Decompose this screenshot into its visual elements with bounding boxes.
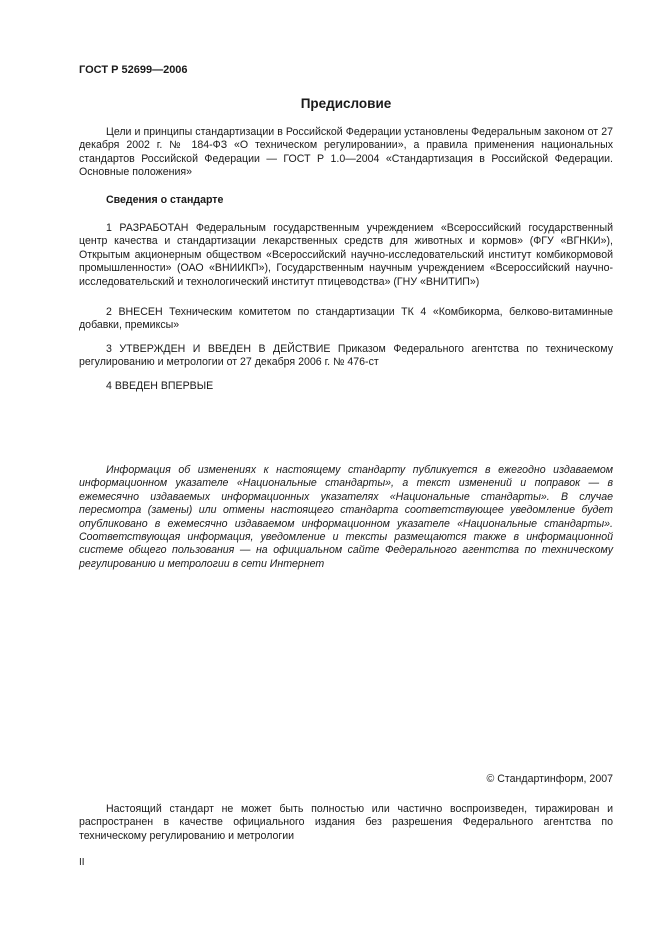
notice-section bbox=[79, 464, 613, 571]
intro-section bbox=[79, 126, 613, 180]
copyright-line: © Стандартинформ, 2007 bbox=[486, 773, 613, 785]
item-3-paragraph: 3 УТВЕРЖДЕН И ВВЕДЕН В ДЕЙСТВИЕ Приказом Федерального агентства по техническому регулированию и метрологии от 27 декабря 2006 г. № 476-ст bbox=[79, 343, 613, 369]
intro-paragraph: Цели и принципы стандартизации в Российской Федерации установлены Федеральным законом от 27 декабря 2002 г. № 184-ФЗ «О техническом регулировании», а правила применения национальных стандартов Российской Федерации — ГОСТ Р 1.0—2004 «Стандартизация в Российской Федерации. Основные положения» bbox=[79, 126, 613, 179]
item-1-section bbox=[79, 222, 613, 289]
item-2-section bbox=[79, 306, 613, 333]
page-title: Предисловие bbox=[300, 96, 392, 111]
item-3-section bbox=[79, 343, 613, 370]
item-2-paragraph: 2 ВНЕСЕН Техническим комитетом по стандартизации ТК 4 «Комбикорма, белково-витаминные добавки, премиксы» bbox=[79, 306, 613, 332]
item-4-paragraph: 4 ВВЕДЕН ВПЕРВЫЕ bbox=[106, 380, 214, 392]
document-code: ГОСТ Р 52699—2006 bbox=[79, 64, 188, 76]
reproduction-paragraph: Настоящий стандарт не может быть полностью или частично воспроизведен, тиражирован и распространен в качестве официального издания без разрешения Федерального агентства по техническому регулированию и метрологии bbox=[79, 803, 613, 842]
page-number: II bbox=[79, 857, 85, 868]
item-4-section bbox=[79, 380, 613, 393]
info-heading: Сведения о стандарте bbox=[106, 194, 224, 206]
reproduction-section bbox=[79, 803, 613, 843]
item-1-paragraph: 1 РАЗРАБОТАН Федеральным государственным учреждением «Всероссийский государственный центр качества и стандартизации лекарственных средств для животных и кормов» (ФГУ «ВГНКИ»), Открытым акционерным обществом «Всероссийский научно-исследовательский институт комбикормовой промышленности» (ОАО «ВНИИКП»), Государственным научным учреждением «Всероссийский научно-исследовательский и технологический институт птицеводства» (ГНУ «ВНИТИП») bbox=[79, 222, 613, 288]
notice-paragraph: Информация об изменениях к настоящему стандарту публикуется в ежегодно издаваемом информационном указателе «Национальные стандарты», а текст изменений и поправок — в ежемесячно издаваемых информационных указателях «Национальные стандарты». В случае пересмотра (замены) или отмены настоящего стандарта соответствующее уведомление будет опубликовано в ежемесячно издаваемом информационном указателе «Национальные стандарты». Соответствующая информация, уведомление и тексты размещаются также в информационной системе общего пользования — на официальном сайте Федерального агентства по техническому регулированию и метрологии в сети Интернет bbox=[79, 464, 613, 570]
